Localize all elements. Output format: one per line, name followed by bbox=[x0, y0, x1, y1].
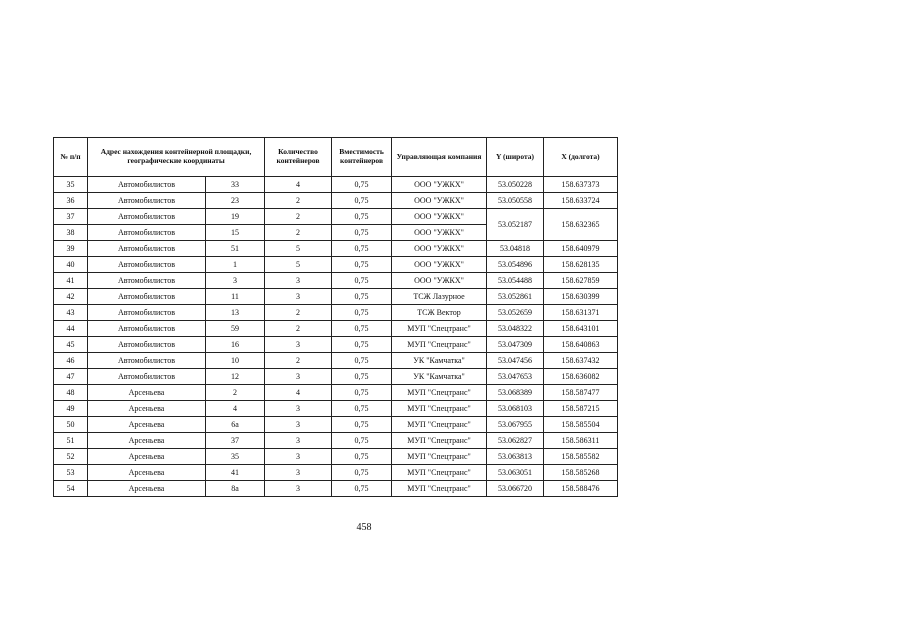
cell-lon: 158.586311 bbox=[544, 433, 618, 449]
cell-num: 46 bbox=[54, 353, 88, 369]
table-row bbox=[54, 449, 618, 465]
table-row bbox=[54, 241, 618, 257]
cell-num: 40 bbox=[54, 257, 88, 273]
header-lon: Х (долгота) bbox=[544, 138, 618, 177]
cell-street: Автомобилистов bbox=[88, 193, 206, 209]
cell-num: 47 bbox=[54, 369, 88, 385]
cell-lon: 158.640863 bbox=[544, 337, 618, 353]
cell-count: 3 bbox=[265, 481, 332, 497]
cell-house: 59 bbox=[206, 321, 265, 337]
cell-lat: 53.062827 bbox=[487, 433, 544, 449]
cell-capacity: 0,75 bbox=[332, 369, 392, 385]
cell-lat: 53.063813 bbox=[487, 449, 544, 465]
cell-company: ТСЖ Лазурное bbox=[392, 289, 487, 305]
cell-num: 53 bbox=[54, 465, 88, 481]
header-company: Управляющая компания bbox=[392, 138, 487, 177]
table-row bbox=[54, 321, 618, 337]
cell-capacity: 0,75 bbox=[332, 465, 392, 481]
cell-num: 48 bbox=[54, 385, 88, 401]
table-row bbox=[54, 465, 618, 481]
cell-num: 36 bbox=[54, 193, 88, 209]
cell-capacity: 0,75 bbox=[332, 225, 392, 241]
table-header-row bbox=[54, 138, 618, 177]
cell-lon-merged: 158.632365 bbox=[544, 209, 618, 241]
cell-lat: 53.063051 bbox=[487, 465, 544, 481]
cell-street: Арсеньева bbox=[88, 433, 206, 449]
table-row bbox=[54, 193, 618, 209]
cell-num: 49 bbox=[54, 401, 88, 417]
cell-count: 3 bbox=[265, 465, 332, 481]
cell-house: 8а bbox=[206, 481, 265, 497]
cell-house: 16 bbox=[206, 337, 265, 353]
table-row bbox=[54, 337, 618, 353]
cell-street: Арсеньева bbox=[88, 417, 206, 433]
cell-company: УК "Камчатка" bbox=[392, 369, 487, 385]
cell-company: МУП "Спецтранс" bbox=[392, 337, 487, 353]
cell-lon: 158.587477 bbox=[544, 385, 618, 401]
cell-lat: 53.068103 bbox=[487, 401, 544, 417]
cell-house: 6а bbox=[206, 417, 265, 433]
cell-lon: 158.637432 bbox=[544, 353, 618, 369]
cell-lon: 158.585504 bbox=[544, 417, 618, 433]
table-row bbox=[54, 369, 618, 385]
cell-lon: 158.631371 bbox=[544, 305, 618, 321]
cell-lon: 158.627859 bbox=[544, 273, 618, 289]
cell-lat-merged: 53.052187 bbox=[487, 209, 544, 241]
cell-num: 44 bbox=[54, 321, 88, 337]
cell-house: 33 bbox=[206, 177, 265, 193]
cell-lon: 158.630399 bbox=[544, 289, 618, 305]
table-row bbox=[54, 481, 618, 497]
cell-capacity: 0,75 bbox=[332, 401, 392, 417]
cell-capacity: 0,75 bbox=[332, 209, 392, 225]
cell-lat: 53.054896 bbox=[487, 257, 544, 273]
cell-count: 3 bbox=[265, 337, 332, 353]
cell-count: 4 bbox=[265, 385, 332, 401]
cell-lat: 53.048322 bbox=[487, 321, 544, 337]
cell-num: 45 bbox=[54, 337, 88, 353]
cell-company: ООО "УЖКХ" bbox=[392, 193, 487, 209]
cell-num: 50 bbox=[54, 417, 88, 433]
table-row bbox=[54, 417, 618, 433]
cell-count: 2 bbox=[265, 193, 332, 209]
cell-lon: 158.640979 bbox=[544, 241, 618, 257]
cell-num: 37 bbox=[54, 209, 88, 225]
cell-street: Арсеньева bbox=[88, 465, 206, 481]
cell-count: 3 bbox=[265, 417, 332, 433]
page-number: 458 bbox=[356, 522, 372, 533]
cell-count: 2 bbox=[265, 353, 332, 369]
cell-capacity: 0,75 bbox=[332, 449, 392, 465]
cell-lat: 53.047309 bbox=[487, 337, 544, 353]
cell-capacity: 0,75 bbox=[332, 273, 392, 289]
cell-company: ООО "УЖКХ" bbox=[392, 209, 487, 225]
table-row bbox=[54, 433, 618, 449]
cell-lat: 53.052861 bbox=[487, 289, 544, 305]
cell-lat: 53.066720 bbox=[487, 481, 544, 497]
cell-house: 10 bbox=[206, 353, 265, 369]
cell-house: 2 bbox=[206, 385, 265, 401]
table-row bbox=[54, 209, 618, 225]
cell-capacity: 0,75 bbox=[332, 417, 392, 433]
cell-num: 51 bbox=[54, 433, 88, 449]
cell-street: Автомобилистов bbox=[88, 225, 206, 241]
cell-house: 35 bbox=[206, 449, 265, 465]
header-address: Адрес нахождения контейнерной площадки, географические координаты bbox=[88, 138, 265, 177]
cell-num: 41 bbox=[54, 273, 88, 289]
cell-street: Автомобилистов bbox=[88, 209, 206, 225]
cell-capacity: 0,75 bbox=[332, 353, 392, 369]
cell-count: 3 bbox=[265, 273, 332, 289]
table-row bbox=[54, 385, 618, 401]
cell-capacity: 0,75 bbox=[332, 337, 392, 353]
cell-capacity: 0,75 bbox=[332, 241, 392, 257]
cell-count: 3 bbox=[265, 369, 332, 385]
cell-company: МУП "Спецтранс" bbox=[392, 465, 487, 481]
cell-num: 39 bbox=[54, 241, 88, 257]
cell-num: 52 bbox=[54, 449, 88, 465]
cell-capacity: 0,75 bbox=[332, 481, 392, 497]
cell-lon: 158.636082 bbox=[544, 369, 618, 385]
cell-house: 41 bbox=[206, 465, 265, 481]
cell-company: УК "Камчатка" bbox=[392, 353, 487, 369]
cell-lon: 158.585582 bbox=[544, 449, 618, 465]
container-sites-table bbox=[53, 137, 618, 497]
cell-lat: 53.04818 bbox=[487, 241, 544, 257]
cell-lat: 53.068389 bbox=[487, 385, 544, 401]
cell-num: 38 bbox=[54, 225, 88, 241]
cell-lon: 158.587215 bbox=[544, 401, 618, 417]
header-count: Количество контейнеров bbox=[265, 138, 332, 177]
cell-street: Автомобилистов bbox=[88, 177, 206, 193]
header-lat: Y (широта) bbox=[487, 138, 544, 177]
cell-company: МУП "Спецтранс" bbox=[392, 385, 487, 401]
cell-company: МУП "Спецтранс" bbox=[392, 481, 487, 497]
cell-house: 23 bbox=[206, 193, 265, 209]
cell-count: 2 bbox=[265, 321, 332, 337]
cell-company: МУП "Спецтранс" bbox=[392, 449, 487, 465]
cell-house: 15 bbox=[206, 225, 265, 241]
cell-street: Автомобилистов bbox=[88, 273, 206, 289]
cell-street: Автомобилистов bbox=[88, 321, 206, 337]
cell-company: МУП "Спецтранс" bbox=[392, 321, 487, 337]
table-row bbox=[54, 289, 618, 305]
cell-street: Автомобилистов bbox=[88, 337, 206, 353]
cell-count: 2 bbox=[265, 305, 332, 321]
cell-house: 4 bbox=[206, 401, 265, 417]
cell-street: Автомобилистов bbox=[88, 289, 206, 305]
cell-house: 51 bbox=[206, 241, 265, 257]
cell-count: 2 bbox=[265, 225, 332, 241]
table-row bbox=[54, 305, 618, 321]
cell-street: Арсеньева bbox=[88, 385, 206, 401]
cell-num: 54 bbox=[54, 481, 88, 497]
cell-company: ТСЖ Вектор bbox=[392, 305, 487, 321]
cell-lat: 53.050558 bbox=[487, 193, 544, 209]
cell-house: 11 bbox=[206, 289, 265, 305]
cell-street: Арсеньева bbox=[88, 401, 206, 417]
cell-street: Арсеньева bbox=[88, 481, 206, 497]
cell-street: Автомобилистов bbox=[88, 241, 206, 257]
cell-count: 3 bbox=[265, 289, 332, 305]
cell-num: 42 bbox=[54, 289, 88, 305]
cell-count: 5 bbox=[265, 241, 332, 257]
cell-capacity: 0,75 bbox=[332, 305, 392, 321]
cell-count: 2 bbox=[265, 209, 332, 225]
header-capacity: Вместимость контейнеров bbox=[332, 138, 392, 177]
cell-count: 5 bbox=[265, 257, 332, 273]
cell-company: ООО "УЖКХ" bbox=[392, 241, 487, 257]
cell-num: 35 bbox=[54, 177, 88, 193]
cell-company: МУП "Спецтранс" bbox=[392, 417, 487, 433]
cell-count: 3 bbox=[265, 449, 332, 465]
table-row bbox=[54, 401, 618, 417]
table-row bbox=[54, 353, 618, 369]
cell-street: Автомобилистов bbox=[88, 369, 206, 385]
cell-lat: 53.067955 bbox=[487, 417, 544, 433]
cell-house: 19 bbox=[206, 209, 265, 225]
cell-street: Арсеньева bbox=[88, 449, 206, 465]
cell-lon: 158.588476 bbox=[544, 481, 618, 497]
cell-company: МУП "Спецтранс" bbox=[392, 433, 487, 449]
cell-count: 3 bbox=[265, 401, 332, 417]
cell-lat: 53.047653 bbox=[487, 369, 544, 385]
cell-capacity: 0,75 bbox=[332, 289, 392, 305]
cell-count: 4 bbox=[265, 177, 332, 193]
cell-street: Автомобилистов bbox=[88, 257, 206, 273]
cell-capacity: 0,75 bbox=[332, 385, 392, 401]
cell-capacity: 0,75 bbox=[332, 177, 392, 193]
cell-company: ООО "УЖКХ" bbox=[392, 225, 487, 241]
cell-capacity: 0,75 bbox=[332, 193, 392, 209]
cell-house: 37 bbox=[206, 433, 265, 449]
cell-capacity: 0,75 bbox=[332, 321, 392, 337]
cell-lat: 53.054488 bbox=[487, 273, 544, 289]
cell-company: МУП "Спецтранс" bbox=[392, 401, 487, 417]
table-row bbox=[54, 177, 618, 193]
cell-lon: 158.585268 bbox=[544, 465, 618, 481]
cell-street: Автомобилистов bbox=[88, 305, 206, 321]
header-num: № п/п bbox=[54, 138, 88, 177]
cell-capacity: 0,75 bbox=[332, 433, 392, 449]
cell-capacity: 0,75 bbox=[332, 257, 392, 273]
cell-lon: 158.633724 bbox=[544, 193, 618, 209]
cell-count: 3 bbox=[265, 433, 332, 449]
cell-lat: 53.052659 bbox=[487, 305, 544, 321]
cell-lat: 53.047456 bbox=[487, 353, 544, 369]
cell-company: ООО "УЖКХ" bbox=[392, 273, 487, 289]
cell-lon: 158.637373 bbox=[544, 177, 618, 193]
cell-house: 13 bbox=[206, 305, 265, 321]
cell-house: 3 bbox=[206, 273, 265, 289]
table-row bbox=[54, 257, 618, 273]
cell-house: 1 bbox=[206, 257, 265, 273]
cell-company: ООО "УЖКХ" bbox=[392, 177, 487, 193]
cell-lon: 158.643101 bbox=[544, 321, 618, 337]
cell-company: ООО "УЖКХ" bbox=[392, 257, 487, 273]
cell-street: Автомобилистов bbox=[88, 353, 206, 369]
cell-lat: 53.050228 bbox=[487, 177, 544, 193]
cell-num: 43 bbox=[54, 305, 88, 321]
cell-house: 12 bbox=[206, 369, 265, 385]
cell-lon: 158.628135 bbox=[544, 257, 618, 273]
table-row bbox=[54, 273, 618, 289]
